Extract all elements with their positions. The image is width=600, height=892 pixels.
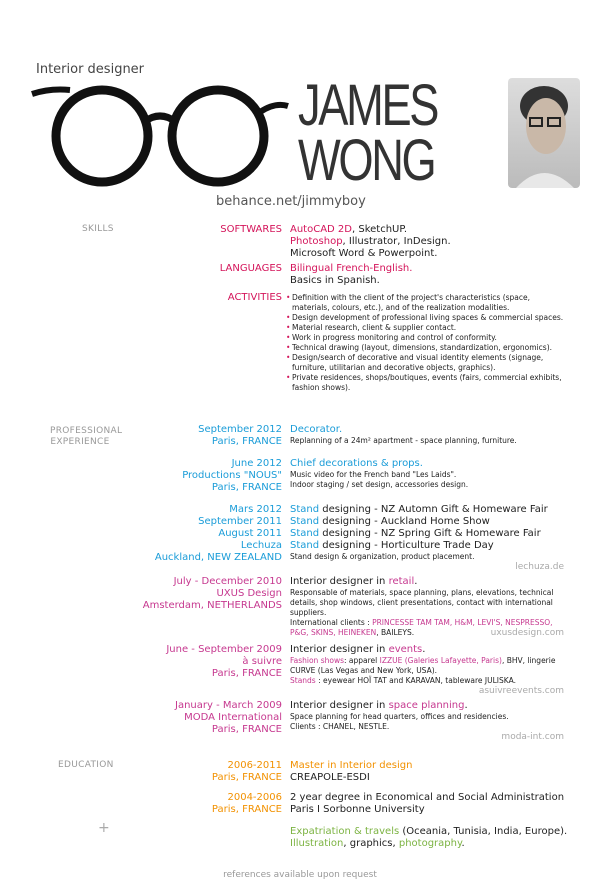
software-photoshop: Photoshop (290, 236, 343, 247)
software-microsoft: Microsoft Word & Powerpoint. (290, 248, 438, 259)
exp3-meta: Mars 2012 September 2011 August 2011 Lechuza Auckland, NEW ZEALAND (154, 504, 282, 563)
moda-link[interactable]: moda-int.com (501, 732, 564, 742)
plus-icon: + (98, 820, 110, 836)
edu1-meta: 2006-2011 Paris, FRANCE (211, 760, 282, 783)
softwares-label: SOFTWARES (220, 224, 282, 235)
exp1-meta: September 2012 Paris, FRANCE (198, 424, 282, 447)
edu2-detail: 2 year degree in Economical and Social Administration Paris I Sorbonne University (290, 792, 565, 815)
software-adobe: , Illustrator, InDesign. (342, 236, 451, 247)
education-heading: EDUCATION (58, 760, 114, 770)
portfolio-url[interactable]: behance.net/jimmyboy (216, 194, 366, 209)
language-bilingual: Bilingual French-English. (290, 263, 413, 274)
asuivre-link[interactable]: asuivreevents.com (478, 686, 564, 696)
softwares-list (290, 224, 580, 260)
edu1-detail: Master in Interior design CREAPOLE-ESDI (290, 760, 413, 783)
activity-item: • Technical drawing (layout, dimensions, standardization, ergonomics). (286, 343, 568, 353)
profile-photo (508, 78, 580, 188)
glasses-icon (30, 72, 290, 192)
software-sketchup: , SketchUP. (351, 224, 408, 235)
activity-item: • Material research, client & supplier contact. (286, 323, 568, 333)
edu2-meta: 2004-2006 Paris, FRANCE (211, 792, 282, 815)
activity-item: • Definition with the client of the project's characteristics (space, materials, colours, etc.), and of the realization modalities. (286, 293, 568, 313)
skills-heading: SKILLS (82, 224, 114, 234)
activity-item: • Design/search of decorative and visual identity elements (signage, furniture, utilitarian and decorative objects, graphics). (286, 353, 568, 373)
activities-list (286, 293, 568, 393)
activity-item: • Design development of professional living spaces & commercial spaces. (286, 313, 568, 323)
activity-item: • Work in progress monitoring and control of conformity. (286, 333, 568, 343)
exp4-detail: Interior designer in retail. Responsable of materials, space planning, plans, elevations, technical details, shop windows, client presentations, contact with international suppliers. International clients : PRINCESSE TAM TAM, H&M, LEVI'S, NESPRESSO, P&G, SKINS, HEINEKEN, BAILEYS. (290, 576, 554, 637)
activity-item: • Private residences, shops/boutiques, events (fairs, commercial exhibits, fashion shows). (286, 373, 568, 393)
uxus-link[interactable]: uxusdesign.com (490, 628, 564, 638)
activities-label: ACTIVITIES (227, 292, 282, 303)
exp5-meta: June - September 2009 à suivre Paris, FRANCE (166, 644, 282, 679)
exp5-detail: Interior designer in events. Fashion shows: apparel IZZUE (Galeries Lafayette, Paris), BHV, lingerie CURVE (Las Vegas and New York, USA). Stands : eyewear HOÏ TAT and KARAVAN, tableware JULISKA. (290, 644, 556, 685)
languages-label: LANGUAGES (219, 263, 282, 274)
exp2-meta: June 2012 Productions "NOUS" Paris, FRANCE (182, 458, 282, 493)
exp4-meta: July - December 2010 UXUS Design Amsterdam, NETHERLANDS (142, 576, 282, 611)
software-autocad: AutoCAD 2D (290, 224, 352, 235)
exp6-detail: Interior designer in space planning. Space planning for head quarters, offices and residencies. Clients : CHANEL, NESTLE. (290, 700, 509, 731)
references-note: references available upon request (223, 870, 377, 880)
experience-heading: PROFESSIONAL EXPERIENCE (50, 426, 123, 447)
lechuza-link[interactable]: lechuza.de (515, 562, 564, 572)
first-name: JAMES (298, 73, 438, 138)
last-name: WONG (298, 128, 435, 193)
exp1-detail: Decorator. Replanning of a 24m² apartment - space planning, furniture. (290, 424, 517, 445)
languages-list (290, 263, 580, 287)
tagline: Interior designer (36, 62, 145, 77)
extra-detail: Expatriation & travels (Oceania, Tunisia, India, Europe). Illustration, graphics, photography. (290, 826, 568, 849)
language-spanish: Basics in Spanish. (290, 275, 380, 286)
exp3-detail: Stand designing - NZ Automn Gift & Homeware Fair Stand designing - Auckland Home Show Stand designing - NZ Spring Gift & Homeware Fair Stand designing - Horticulture Trade Day Stand design & organization, product placement. (290, 504, 548, 561)
exp6-meta: January - March 2009 MODA International Paris, FRANCE (175, 700, 282, 735)
exp2-detail: Chief decorations & props. Music video for the French band "Les Laids". Indoor staging / set design, accessories design. (290, 458, 469, 489)
